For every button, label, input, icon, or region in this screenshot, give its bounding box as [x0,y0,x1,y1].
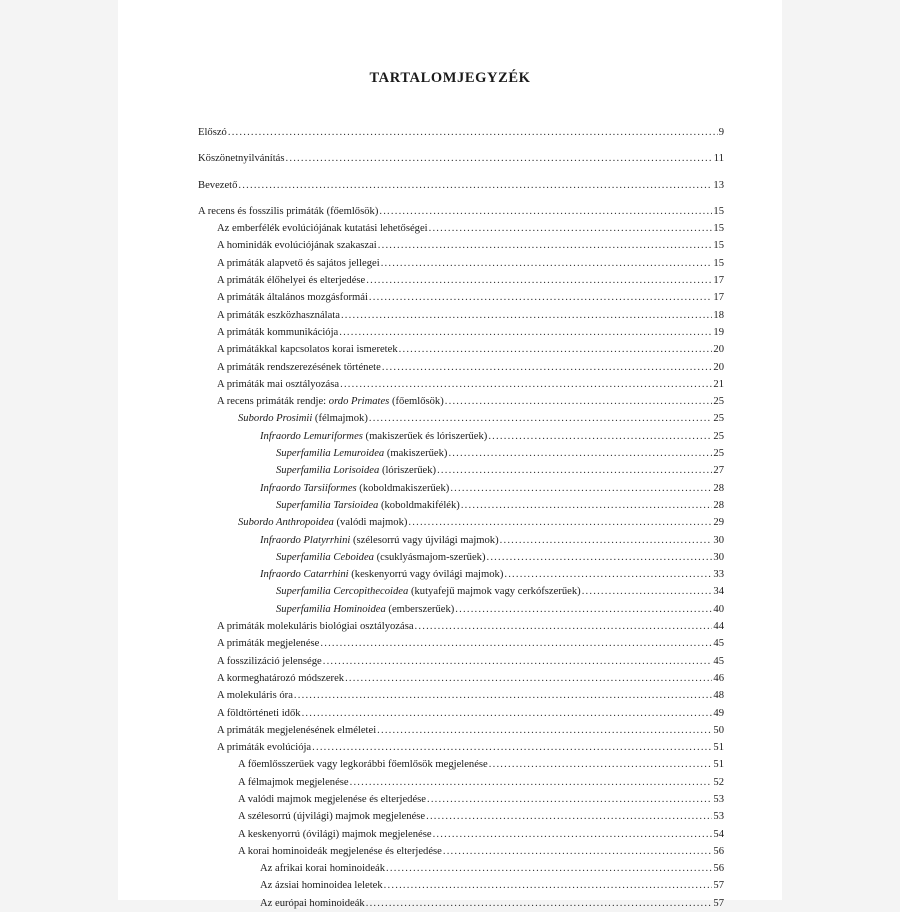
toc-entry [198,376,724,393]
toc-entry-title [198,177,237,194]
toc-page-number: 51 [713,759,724,771]
toc-entry [198,203,724,220]
toc-page-number: 44 [713,621,724,633]
toc-entry-title-part: Az afrikai korai hominoideák [260,863,386,875]
toc-entry-title-part: A primáták molekuláris biológiai osztályozása [217,621,414,633]
toc-page-number: 52 [713,776,724,788]
toc-page-number: 19 [713,326,724,338]
toc-entry [198,462,724,479]
toc-entry-title-part: A primátákkal kapcsolatos korai ismeretek [217,344,398,356]
toc-entry [198,428,724,445]
toc-entry [198,635,724,652]
toc-entry [198,255,724,272]
toc-entry-title [238,410,368,427]
toc-leader-dots [445,393,713,410]
toc-page-number: 20 [713,344,724,356]
toc-page-number: 45 [713,655,724,667]
toc-entry-title-part: A primáták alapvető és sajátos jellegei [217,257,380,269]
toc-entry [198,480,724,497]
toc-page-number: 28 [713,499,724,511]
toc-entry-title [276,497,460,514]
toc-entry [198,843,724,860]
toc-page-number: 57 [713,897,724,909]
toc-entry-title-part: (makiszerűek) [384,448,448,460]
toc-entry-title-part: Infraordo Tarsiiformes [260,482,357,494]
toc-page-number: 25 [713,396,724,408]
toc-page-number: 46 [713,672,724,684]
toc-page-number: 15 [713,205,724,217]
toc-entry-title-part: A primáták kommunikációja [217,326,339,338]
toc-entry-title [276,549,485,566]
toc-entry [198,393,724,410]
toc-page-number: 25 [713,430,724,442]
toc-entry [198,410,724,427]
toc-page-number: 9 [718,127,724,138]
toc-entry-title-part: A szélesorrú (újvilági) majmok megjelenése [238,811,426,823]
toc-entry [198,670,724,687]
toc-entry-title-part: A keskenyorrú (óvilági) majmok megjelenése [238,828,432,840]
toc-entry-title [217,722,376,739]
toc-entry-title-part: Az emberfélék evolúciójának kutatási lehetőségei [217,223,428,235]
toc-leader-dots [489,756,713,773]
toc-page-number: 34 [713,586,724,598]
toc-entry-title [260,480,449,497]
toc-leader-dots [382,359,713,376]
toc-page-number: 30 [713,551,724,563]
toc-entry [198,220,724,237]
toc-page-number: 50 [713,724,724,736]
page-title: TARTALOMJEGYZÉK [369,70,531,86]
toc-leader-dots [369,410,713,427]
toc-page-number: 57 [713,880,724,892]
toc-page-number: 27 [713,465,724,477]
toc-leader-dots [286,150,713,167]
toc-entry-title-part: A primáták eszközhasználata [217,309,340,321]
toc-entry-title [238,514,407,531]
toc-leader-dots [366,895,713,912]
toc-entry-title-part: (félmajmok) [312,413,368,425]
toc-entry [198,601,724,618]
toc-entry-title-part: (kutyafejű majmok vagy cerkófszerűek) [408,586,581,598]
toc-entry-title [217,705,301,722]
toc-entry [198,445,724,462]
toc-entry-title-part: A recens és fosszilis primáták (főemlősök) [198,205,379,217]
toc-entry-title-part: A primáták rendszerezésének története [217,361,381,373]
toc-entry [198,895,724,912]
toc-page-number: 15 [713,240,724,252]
toc-leader-dots [443,843,713,860]
toc-entry-title [276,445,447,462]
toc-entry-title-part: Subordo Anthropoidea [238,517,334,529]
toc-entry-title [217,618,414,635]
toc-entry-title [217,359,381,376]
toc-leader-dots [488,428,712,445]
toc-entry-title-part: Az ázsiai hominoidea leletek [260,880,383,892]
toc-leader-dots [500,532,713,549]
toc-entry-title-part: A valódi majmok megjelenése és elterjedése [238,793,426,805]
toc-page-number: 17 [713,292,724,304]
toc-entry [198,791,724,808]
toc-entry-title [238,756,488,773]
toc-page-number: 49 [713,707,724,719]
toc-entry-title [217,307,340,324]
toc-page-number: 25 [713,448,724,460]
toc-entry-title-part: Superfamilia Lemuroidea [276,448,385,460]
toc-leader-dots [339,324,712,341]
toc-entry [198,289,724,306]
toc-entry-title [217,635,319,652]
toc-entry-title-part: A recens primáták rendje: [217,396,329,408]
toc-leader-dots [341,307,712,324]
toc-entry-title-part: (lóriszerűek) [379,465,437,477]
toc-entry-title-part: ordo Primates [328,396,390,408]
toc-entry-title [238,826,432,843]
toc-entry [198,177,724,194]
toc-page-number: 15 [713,257,724,269]
toc-entry [198,549,724,566]
toc-entry-title [260,566,503,583]
toc-leader-dots [345,670,712,687]
toc-entry-title-part: (koboldmakifélék) [378,499,460,511]
toc-entry-title [198,203,378,220]
toc-entry-title [217,272,365,289]
toc-entry-title [238,791,426,808]
toc-entry [198,124,724,141]
toc-leader-dots [437,462,712,479]
toc-entry-title-part: Bevezető [198,179,238,191]
toc-page-number: 40 [713,603,724,615]
toc-page-number: 33 [713,569,724,581]
toc-entry-title [217,255,380,272]
toc-entry-title [217,739,311,756]
toc-leader-dots [381,255,713,272]
toc-entry-title-part: A földtörténeti idők [217,707,301,719]
toc-entry [198,756,724,773]
toc-entry-title-part: Infraordo Lemuriformes [260,430,363,442]
toc-leader-dots [429,220,713,237]
toc-page-number: 13 [713,179,724,191]
toc-entry [198,272,724,289]
toc-entry-title-part: A kormeghatározó módszerek [217,672,345,684]
toc-entry-title-part: Előszó [198,127,227,138]
toc-leader-dots [378,237,713,254]
toc-leader-dots [486,549,712,566]
toc-entry-title [198,150,285,167]
toc-entry-title-part: A primáták megjelenésének elméletei [217,724,377,736]
toc-entry-title-part: A molekuláris óra [217,690,293,702]
table-of-contents [198,124,724,912]
toc-entry [198,860,724,877]
toc-entry-title-part: (keskenyorrú vagy óvilági majmok) [348,569,504,581]
toc-leader-dots [427,791,712,808]
toc-entry-title-part: (emberszerűek) [385,603,455,615]
toc-entry [198,774,724,791]
toc-page-number: 54 [713,828,724,840]
document-page [118,0,782,909]
toc-entry [198,566,724,583]
toc-entry [198,341,724,358]
toc-entry-title [217,670,344,687]
toc-entry [198,722,724,739]
toc-entry-title-part: (valódi majmok) [333,517,408,529]
toc-entry-title [217,687,293,704]
toc-entry-title [217,289,368,306]
toc-leader-dots [448,445,712,462]
toc-leader-dots [461,497,713,514]
toc-entry-title-part: A hominidák evolúciójának szakaszai [217,240,377,252]
toc-page-number: 30 [713,534,724,546]
toc-entry-title-part: (koboldmakiszerűek) [356,482,450,494]
toc-entry-title [217,324,338,341]
toc-page-number: 56 [713,845,724,857]
toc-entry [198,653,724,670]
toc-leader-dots [582,583,713,600]
toc-entry-title-part: A primáták általános mozgásformái [217,292,368,304]
toc-leader-dots [384,877,713,894]
toc-entry-title-part: A félmajmok megjelenése [238,776,349,788]
toc-leader-dots [312,739,712,756]
toc-leader-dots [415,618,713,635]
toc-leader-dots [320,635,712,652]
toc-entry-title [260,428,487,445]
toc-leader-dots [377,722,712,739]
toc-page-number: 28 [713,482,724,494]
toc-leader-dots [450,480,712,497]
toc-entry-title [217,393,444,410]
toc-entry-title-part: Superfamilia Lorisoidea [276,465,380,477]
toc-entry-title [276,583,581,600]
toc-page-number: 11 [713,153,724,165]
toc-entry [198,532,724,549]
toc-entry-title-part: (szélesorrú vagy újvilági majmok) [350,534,499,546]
toc-entry [198,687,724,704]
toc-entry [198,150,724,167]
toc-entry-title-part: Köszönetnyilvánítás [198,153,285,165]
toc-entry [198,324,724,341]
toc-entry-title-part: A korai hominoideák megjelenése és elterjedése [238,845,442,857]
toc-entry-title-part: (makiszerűek és lóriszerűek) [362,430,488,442]
toc-entry-title [260,895,365,912]
toc-entry [198,497,724,514]
toc-leader-dots [408,514,712,531]
toc-entry-title [217,341,398,358]
toc-entry-title [276,601,454,618]
toc-leader-dots [426,808,712,825]
toc-entry [198,583,724,600]
toc-entry-title-part: (csuklyásmajom-szerűek) [373,551,486,563]
toc-entry-title [217,653,322,670]
toc-page-number: 25 [713,413,724,425]
toc-page-number: 53 [713,811,724,823]
toc-entry-title-part: Superfamilia Ceboidea [276,551,374,563]
toc-entry [198,705,724,722]
toc-entry-title [238,774,349,791]
toc-entry-title-part: A primáták megjelenése [217,638,320,650]
toc-page-number: 21 [713,378,724,390]
toc-entry-title-part: Superfamilia Hominoidea [276,603,386,615]
toc-page-number: 45 [713,638,724,650]
toc-leader-dots [379,203,712,220]
toc-page-number: 18 [713,309,724,321]
toc-leader-dots [369,289,712,306]
toc-entry [198,514,724,531]
toc-entry-title [238,808,425,825]
toc-leader-dots [433,826,713,843]
toc-entry [198,739,724,756]
toc-entry [198,808,724,825]
toc-leader-dots [228,124,718,141]
toc-entry-title-part: A primáták élőhelyei és elterjedése [217,275,366,287]
toc-entry [198,826,724,843]
toc-leader-dots [386,860,712,877]
toc-leader-dots [323,653,713,670]
toc-page-number: 53 [713,793,724,805]
toc-page-number: 15 [713,223,724,235]
toc-entry [198,237,724,254]
toc-entry-title [276,462,436,479]
toc-page-number: 20 [713,361,724,373]
toc-leader-dots [238,177,712,194]
toc-leader-dots [302,705,713,722]
toc-leader-dots [504,566,712,583]
toc-page-number: 29 [713,517,724,529]
toc-page-number: 17 [713,275,724,287]
toc-page-number: 56 [713,863,724,875]
toc-entry-title [260,532,499,549]
toc-entry-title [217,237,377,254]
toc-entry-title-part: A primáták mai osztályozása [217,378,340,390]
toc-leader-dots [340,376,712,393]
toc-entry-title [198,124,227,141]
toc-entry-title [217,220,428,237]
toc-leader-dots [455,601,712,618]
toc-entry [198,359,724,376]
toc-entry [198,307,724,324]
toc-entry-title [238,843,442,860]
toc-page-number: 48 [713,690,724,702]
toc-entry-title-part: Az európai hominoideák [260,897,365,909]
toc-entry-title-part: Infraordo Platyrrhini [260,534,351,546]
toc-leader-dots [366,272,712,289]
toc-entry-title-part: Superfamilia Tarsioidea [276,499,379,511]
toc-leader-dots [350,774,713,791]
toc-entry [198,877,724,894]
toc-entry-title-part: (főemlősök) [389,396,444,408]
toc-entry-title [260,860,385,877]
toc-entry-title-part: Superfamilia Cercopithecoidea [276,586,409,598]
toc-entry [198,618,724,635]
toc-entry-title-part: A primáták evolúciója [217,742,312,754]
toc-entry-title-part: A fosszilizáció jelensége [217,655,322,667]
toc-leader-dots [399,341,713,358]
toc-entry-title-part: Subordo Prosimii [238,413,313,425]
toc-entry-title-part: Infraordo Catarrhini [260,569,349,581]
toc-entry-title [260,877,383,894]
toc-leader-dots [294,687,713,704]
toc-entry-title [217,376,339,393]
toc-page-number: 51 [713,742,724,754]
toc-entry-title-part: A főemlősszerűek vagy legkorábbi főemlősök megjelenése [238,759,488,771]
